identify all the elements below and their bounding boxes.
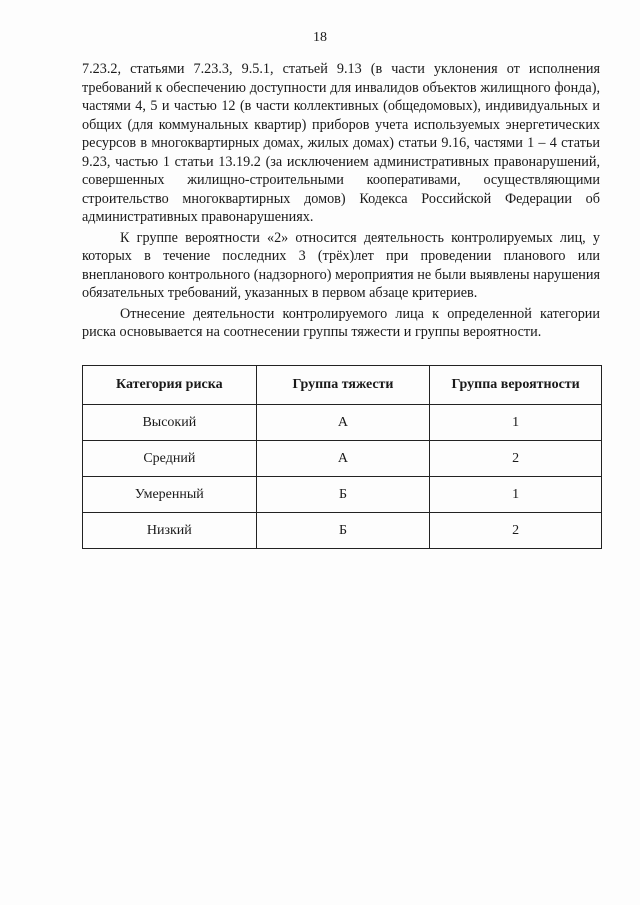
severity-group-cell: Б (256, 513, 430, 549)
page-number: 18 (313, 30, 327, 45)
body-text (82, 60, 600, 342)
probability-group-cell: 2 (430, 513, 602, 549)
header-severity-group: Группа тяжести (256, 366, 430, 405)
table-row (83, 477, 602, 513)
paragraph-risk-category-basis: Отнесение деятельности контролируемого лица к определенной категории риска основывается на соотнесении группы тяжести и группы вероятности. (82, 305, 600, 340)
severity-group-cell: Б (256, 477, 430, 513)
header-risk-category: Категория риска (83, 366, 257, 405)
probability-group-cell: 1 (430, 477, 602, 513)
risk-category-table (82, 365, 602, 549)
risk-category-cell: Низкий (83, 513, 257, 549)
table-header-row (83, 366, 602, 405)
paragraph-probability-group-2: К группе вероятности «2» относится деятельность контролируемых лиц, у которых в течение последних 3 (трёх)лет при проведении планового или внепланового контрольного (надзорного) мероприятия не были выявлены нарушения обязательных требований, указанных в первом абзаце критериев. (82, 229, 600, 301)
risk-category-cell: Средний (83, 441, 257, 477)
risk-category-cell: Высокий (83, 405, 257, 441)
table-row (83, 405, 602, 441)
paragraph-continuation: 7.23.2, статьями 7.23.3, 9.5.1, статьей 9.13 (в части уклонения от исполнения требований к обеспечению доступности для инвалидов объектов жилищного фонда), частями 4, 5 и частью 12 (в части коллективных (общедомовых), индивидуальных и общих (для коммунальных квартир) приборов учета используемых энергетических ресурсов в многоквартирных домах, жилых домах) статьи 9.16, частями 1 – 4 статьи 9.23, частью 1 статьи 13.19.2 (за исключением административных правонарушений, совершенных жилищно-строительными кооперативами, осуществляющими строительство многоквартирных домов) Кодекса Российской Федерации об административных правонарушениях. (82, 61, 600, 225)
severity-group-cell: А (256, 405, 430, 441)
header-probability-group: Группа вероятности (430, 366, 602, 405)
risk-category-cell: Умеренный (83, 477, 257, 513)
table-row (83, 513, 602, 549)
severity-group-cell: А (256, 441, 430, 477)
table-row (83, 441, 602, 477)
probability-group-cell: 2 (430, 441, 602, 477)
probability-group-cell: 1 (430, 405, 602, 441)
